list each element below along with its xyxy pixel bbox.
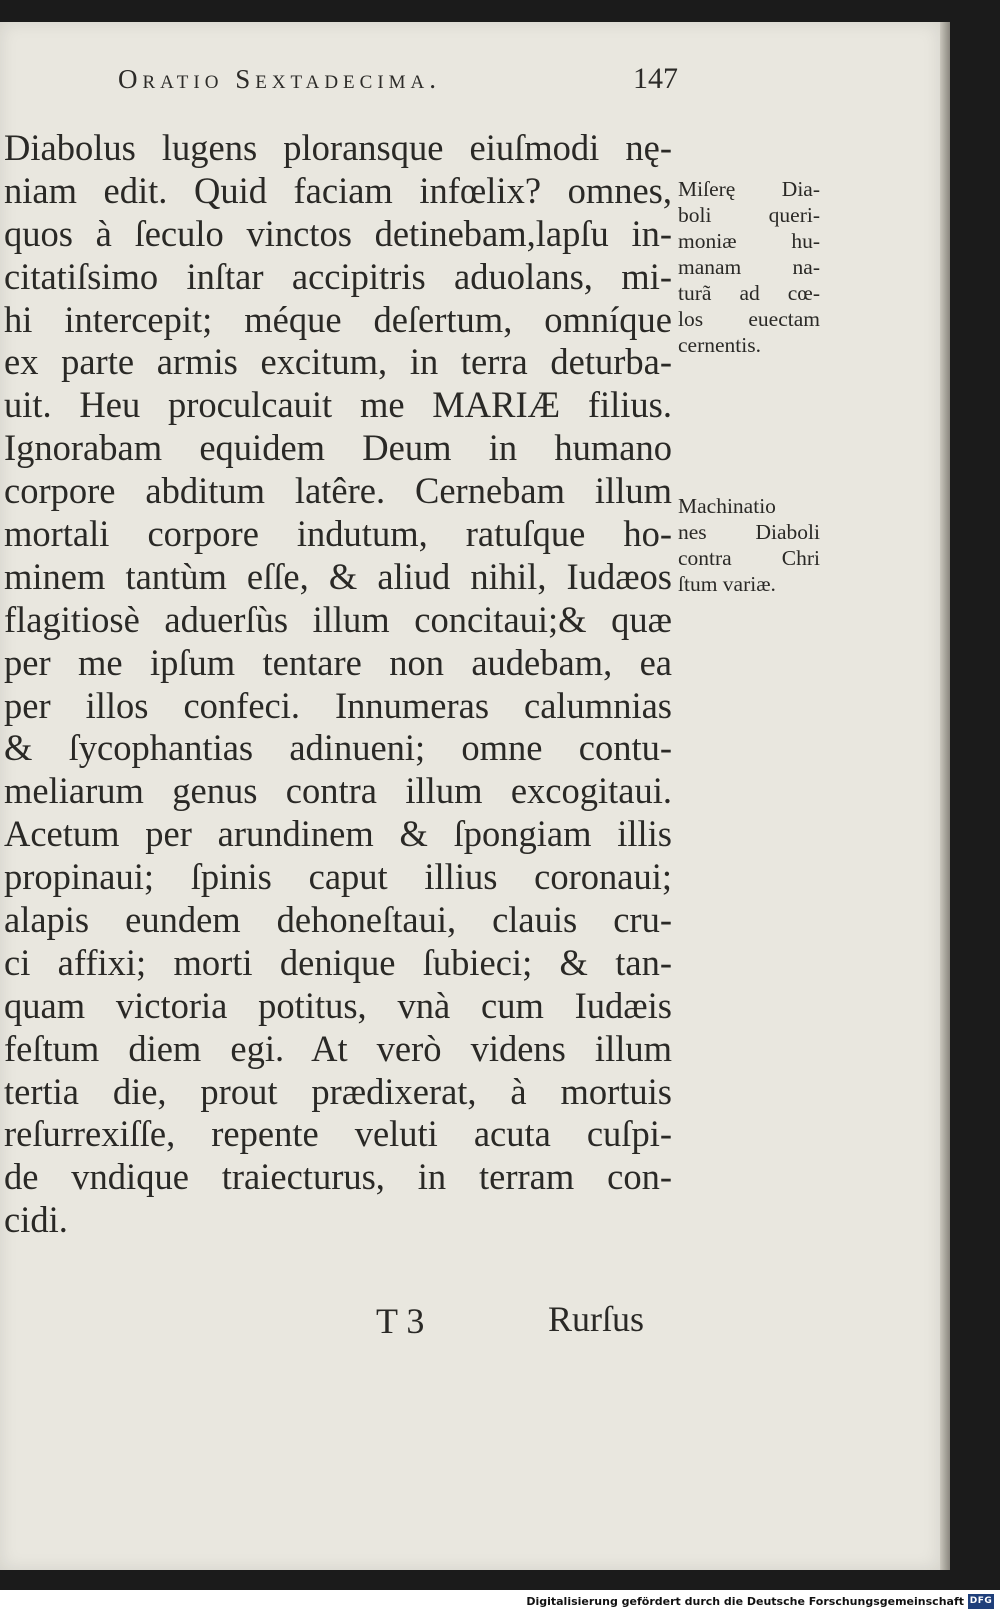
text-line: Diabolus lugens ploransque eiuſmodi nę- — [4, 127, 672, 168]
page-edge — [940, 22, 950, 1570]
text-line: mortali corpore indutum, ratuſque ho- — [4, 513, 672, 555]
running-head — [118, 62, 678, 102]
marginal-line: Machinatio — [678, 494, 776, 518]
marginal-line: nes Diaboli — [678, 520, 820, 544]
dfg-logo-icon: DFG — [968, 1594, 994, 1609]
marginal-line: moniæ hu- — [678, 229, 820, 253]
catchword: Rurſus — [548, 1299, 645, 1339]
text-line: minem tantùm eſſe, & aliud nihil, Iudæos — [4, 555, 672, 597]
marginal-line: Miſerę Dia- — [678, 177, 820, 201]
text-line: hi intercepit; méque deſertum, omníque — [4, 298, 672, 340]
credit-bar — [0, 1590, 1000, 1617]
text-line: ci affixi; morti denique ſubieci; & tan- — [4, 941, 672, 983]
text-line: tertia die, prout prædixerat, à mortuis — [4, 1070, 672, 1112]
marginal-line: boli queri- — [678, 203, 820, 227]
marginal-line: contra Chri — [678, 546, 820, 570]
text-line: propinaui; ſpinis caput illius coronaui; — [4, 856, 672, 898]
marginal-line: ſtum variæ. — [678, 572, 776, 596]
marginal-note-lament — [678, 176, 820, 358]
text-line: quos à ſeculo vinctos detinebam,lapſu in- — [4, 212, 672, 254]
text-line: ex parte armis excitum, in terra deturba- — [4, 341, 672, 383]
text-line: meliarum genus contra illum excogitaui. — [4, 770, 672, 812]
credit-text: Digitalisierung gefördert durch die Deutsche Forschungsgemeinschaft — [526, 1595, 964, 1608]
text-line: & ſycophantias adinueni; omne contu- — [4, 727, 672, 769]
marginal-line: los euectam — [678, 307, 820, 331]
marginal-line: cernentis. — [678, 333, 761, 357]
body-text — [4, 127, 672, 1242]
text-line: per illos confeci. Innumeras calumnias — [4, 684, 672, 726]
text-line: citatiſsimo inſtar accipitris aduolans, mi- — [4, 255, 672, 297]
marginal-note-machinations — [678, 493, 820, 597]
text-line: uit. Heu proculcauit me MARIÆ filius. — [4, 384, 672, 426]
text-line: alapis eundem dehoneſtaui, clauis cru- — [4, 899, 672, 941]
running-title: Oratio Sextadecima. — [118, 64, 442, 94]
text-line: cidi. — [4, 1199, 68, 1241]
text-line: corpore abditum latêre. Cernebam illum — [4, 470, 672, 512]
text-line: flagitiosè aduerſùs illum concitaui;& quæ — [4, 598, 672, 640]
text-line: reſurrexiſſe, repente veluti acuta cuſpi- — [4, 1113, 672, 1155]
page-number: 147 — [633, 62, 678, 95]
text-line: Acetum per arundinem & ſpongiam illis — [4, 813, 672, 855]
marginal-line: turã ad cœ- — [678, 281, 820, 305]
text-line: quam victoria potitus, vnà cum Iudæis — [4, 984, 672, 1026]
text-line: niam edit. Quid faciam infœlix? omnes, — [4, 169, 672, 211]
marginal-line: manam na- — [678, 255, 820, 279]
text-line: de vndique traiecturus, in terram con- — [4, 1156, 672, 1198]
text-line: per me ipſum tentare non audebam, ea — [4, 641, 672, 683]
signature-mark: T 3 — [376, 1301, 425, 1341]
text-line: Ignorabam equidem Deum in humano — [4, 427, 672, 469]
text-line: feſtum diem egi. At verò videns illum — [4, 1027, 672, 1069]
